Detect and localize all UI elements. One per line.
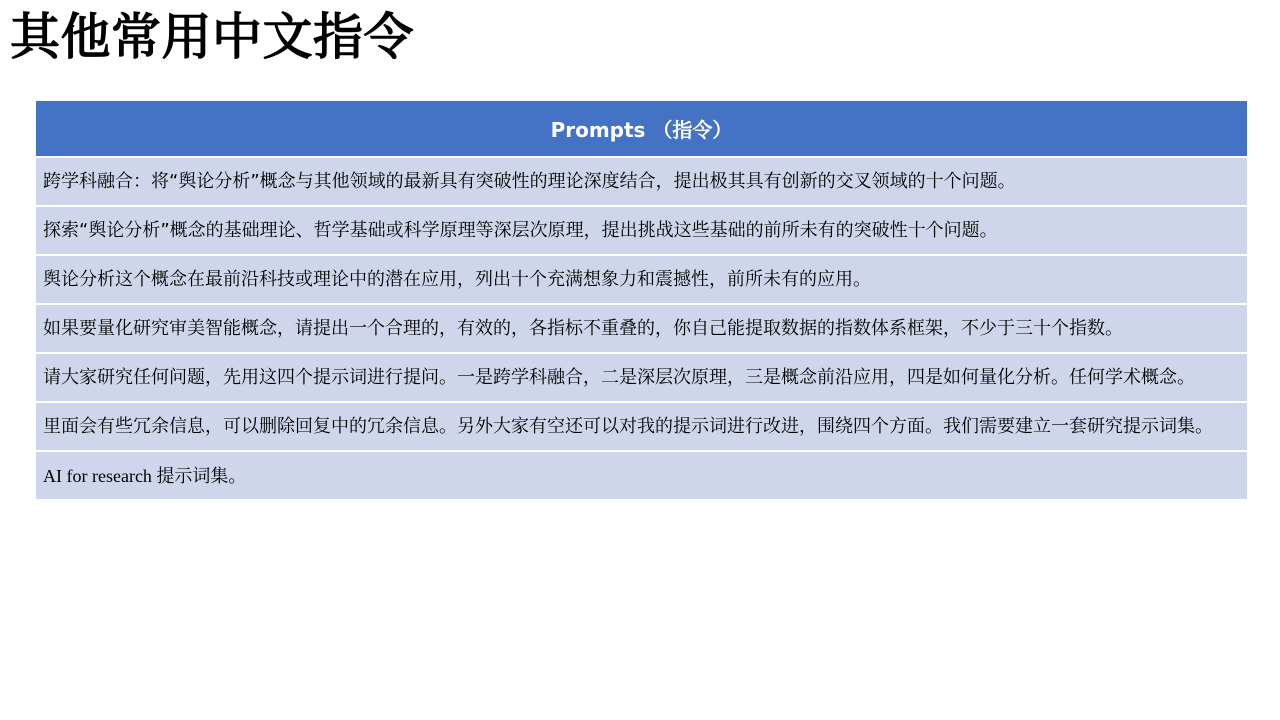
table-row [36, 353, 1247, 402]
prompt-cell-quantification: 如果要量化研究审美智能概念，请提出一个合理的，有效的，各指标不重叠的，你自己能提取数据的指数体系框架，不少于三十个指数。 [36, 304, 1247, 353]
table-header-row [36, 101, 1247, 157]
table-row [36, 157, 1247, 206]
prompts-table [36, 101, 1247, 499]
prompt-cell-interdisciplinary: 跨学科融合：将“舆论分析”概念与其他领域的最新具有突破性的理论深度结合，提出极其具有创新的交叉领域的十个问题。 [36, 157, 1247, 206]
table-row [36, 451, 1247, 499]
prompt-cell-deep-principles: 探索“舆论分析”概念的基础理论、哲学基础或科学原理等深层次原理，提出挑战这些基础的前所未有的突破性十个问题。 [36, 206, 1247, 255]
table-row [36, 402, 1247, 451]
table-header-prompts: Prompts （指令） [36, 101, 1247, 157]
table-row [36, 255, 1247, 304]
prompt-cell-usage-guide: 请大家研究任何问题，先用这四个提示词进行提问。一是跨学科融合，二是深层次原理，三是概念前沿应用，四是如何量化分析。任何学术概念。 [36, 353, 1247, 402]
prompt-cell-ai-for-research: AI for research 提示词集。 [36, 451, 1247, 499]
prompt-cell-frontier-applications: 舆论分析这个概念在最前沿科技或理论中的潜在应用，列出十个充满想象力和震撼性，前所未有的应用。 [36, 255, 1247, 304]
prompt-cell-improvement-note: 里面会有些冗余信息，可以删除回复中的冗余信息。另外大家有空还可以对我的提示词进行改进，围绕四个方面。我们需要建立一套研究提示词集。 [36, 402, 1247, 451]
table-row [36, 206, 1247, 255]
page-title: 其他常用中文指令 [10, 8, 414, 66]
table-row [36, 304, 1247, 353]
